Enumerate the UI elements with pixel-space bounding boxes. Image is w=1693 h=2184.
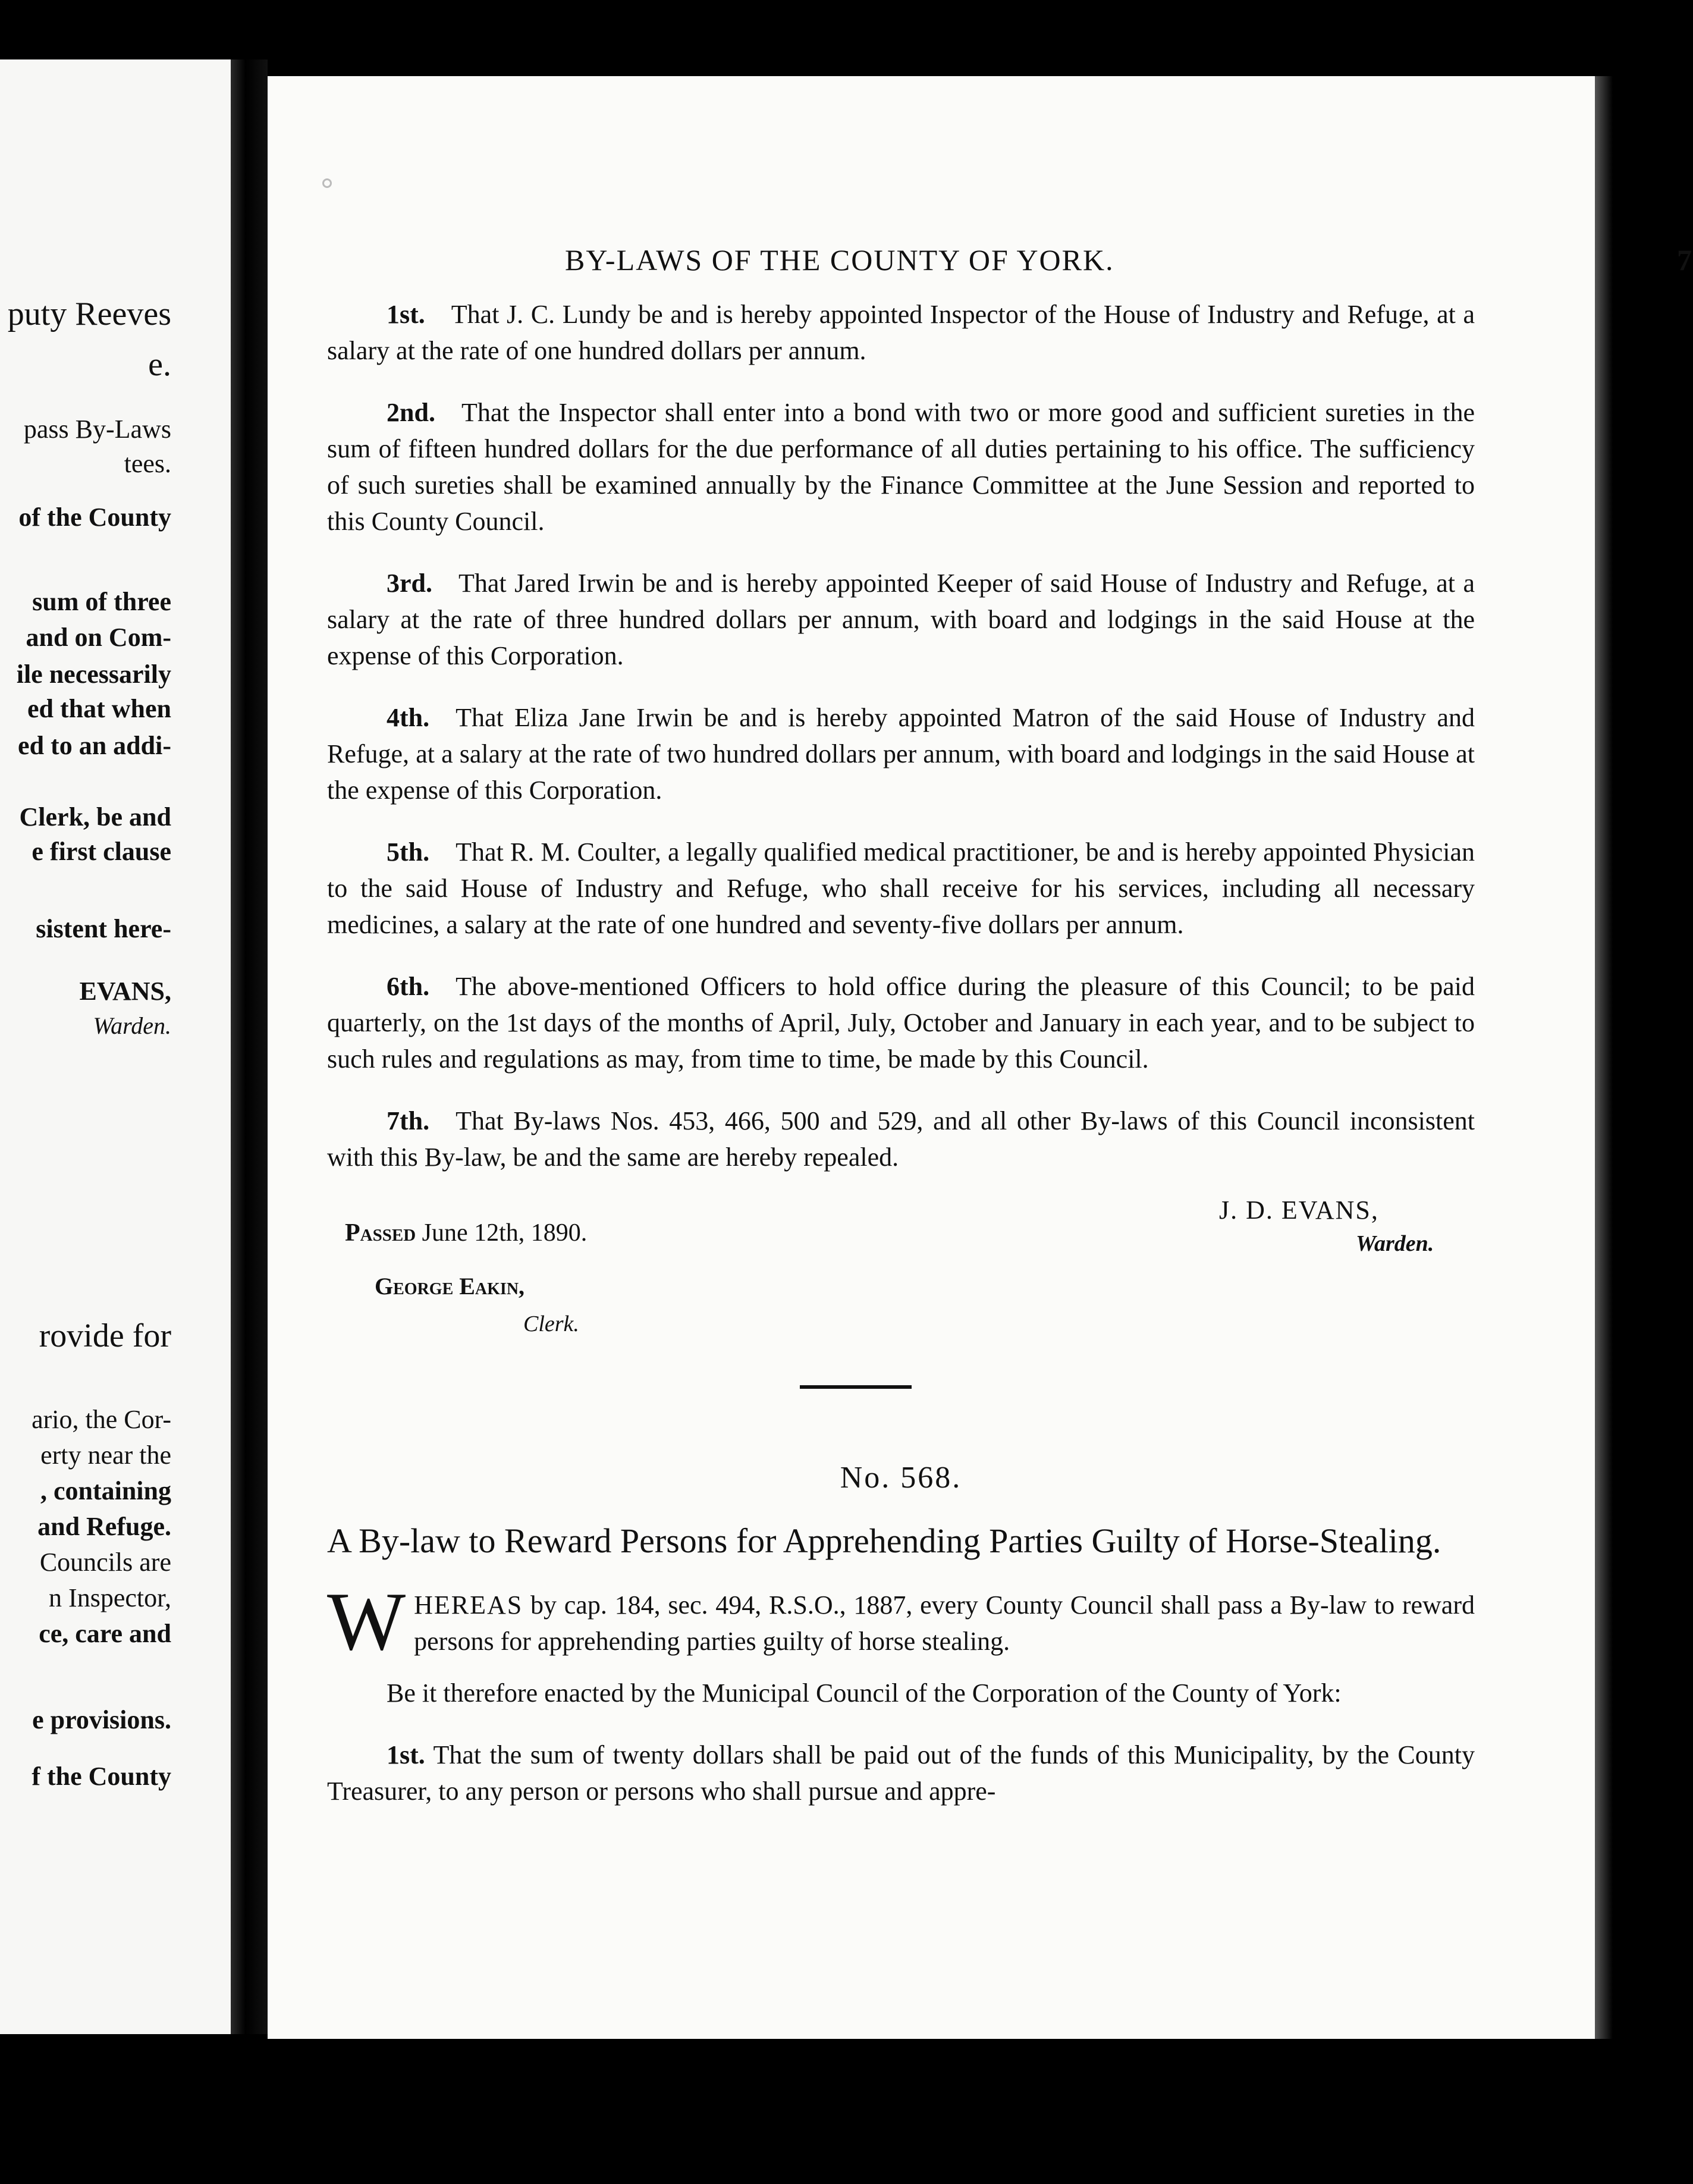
- clause-text: That Jared Irwin be and is hereby appointed Keeper of said House of Industry and Refuge, at a salary at the rate of three hundred dollars per annum, with board and lodgings in the said House at the expense of this Corporation.: [327, 569, 1475, 670]
- warden-title: Warden.: [1356, 1231, 1434, 1256]
- bylaw-number: No. 568.: [840, 1461, 962, 1495]
- warden-name: J. D. EVANS,: [1219, 1195, 1379, 1225]
- left-page-text-fragment: and Refuge.: [37, 1512, 171, 1541]
- clause-number: 7th.: [387, 1106, 430, 1135]
- left-page-text-fragment: e first clause: [32, 837, 171, 866]
- page-edge-shadow: [1595, 76, 1613, 2039]
- clause-text: The above-mentioned Officers to hold office during the pleasure of this Council; to be paid quarterly, on the 1st days of the months of April, July, October and January in each year, and to be subject to such rules and regulations as may, from time to time, be made by this Council.: [327, 972, 1475, 1074]
- left-page-text-fragment: ile necessarily: [16, 660, 171, 689]
- clause-text: That Eliza Jane Irwin be and is hereby appointed Matron of the said House of Industry and Refuge, at a salary at the rate of two hundred dollars per annum, with board and lodgings in the said House at the expense of this Corporation.: [327, 703, 1475, 805]
- clause-list: [327, 296, 1475, 1175]
- clause-text: That the Inspector shall enter into a bond with two or more good and sufficient sureties in the sum of fifteen hundred dollars for the due performance of all duties pertaining to his office. The sufficiency of such sureties shall be examined annually by the Finance Committee at the June Session and reported to this County Council.: [327, 398, 1475, 536]
- clause-number: 5th.: [387, 837, 430, 867]
- left-page-text-fragment: sum of three: [32, 587, 171, 616]
- left-page-text-fragment: of the County: [18, 503, 171, 532]
- signature-block: [327, 1195, 1475, 1336]
- passed-line: [345, 1219, 587, 1247]
- clause-5: [327, 834, 1475, 943]
- clause-number: 6th.: [387, 972, 430, 1001]
- whereas-lead: HEREAS: [414, 1590, 523, 1620]
- clause-7: [327, 1103, 1475, 1175]
- clause-6: [327, 968, 1475, 1077]
- clause-text: That the sum of twenty dollars shall be paid out of the funds of this Municipality, by the County Treasurer, to any person or persons who shall pursue and appre-: [327, 1740, 1475, 1806]
- left-page-text-fragment: ed to an addi-: [18, 731, 171, 760]
- left-page-text-fragment: ed that when: [27, 694, 171, 723]
- clause-text: That J. C. Lundy be and is hereby appointed Inspector of the House of Industry and Refuge, at a salary at the rate of one hundred dollars per annum.: [327, 300, 1475, 365]
- clause-4: [327, 699, 1475, 808]
- document-page: [268, 76, 1693, 2039]
- left-page-text-fragment: ce, care and: [39, 1619, 171, 1648]
- page-body: [327, 296, 1475, 1835]
- clause-text: That R. M. Coulter, a legally qualified medical practitioner, be and is hereby appointed Physician to the said House of Industry and Refuge, who shall receive for his services, including all necessary medicines, a salary at the rate of one hundred and seventy-five dollars per annum.: [327, 837, 1475, 939]
- clause-3: [327, 565, 1475, 674]
- left-page-text-fragment: EVANS,: [79, 977, 171, 1006]
- clause-2: [327, 394, 1475, 539]
- clause-number: 3rd.: [387, 569, 432, 598]
- section-divider: [800, 1385, 912, 1389]
- page-gutter: [231, 59, 268, 2034]
- clerk-title: Clerk.: [523, 1311, 579, 1336]
- drop-cap: W: [327, 1576, 406, 1668]
- passed-label: Passed: [345, 1219, 416, 1247]
- left-page-text-fragment: ario, the Cor-: [32, 1405, 171, 1434]
- clause-text: That By-laws Nos. 453, 466, 500 and 529, and all other By-laws of this Council inconsistent with this By-law, be and the same are hereby repealed.: [327, 1106, 1475, 1172]
- enacting-clause-text: Be it therefore enacted by the Municipal Council of the Corporation of the County of York:: [387, 1678, 1342, 1708]
- whereas-paragraph: [327, 1576, 1475, 1668]
- clause-number: 4th.: [387, 703, 430, 732]
- bylaw-568-clause-1: [327, 1737, 1475, 1809]
- running-title: BY-LAWS OF THE COUNTY OF YORK.: [565, 243, 1114, 277]
- left-page-text-fragment: and on Com-: [26, 623, 171, 652]
- passed-date: June 12th, 1890.: [422, 1219, 588, 1247]
- clause-1: [327, 296, 1475, 369]
- clause-number: 1st.: [387, 1740, 425, 1769]
- left-page-text-fragment: Warden.: [93, 1012, 171, 1039]
- left-page-text-fragment: e.: [148, 346, 171, 383]
- enacting-clause: [327, 1675, 1475, 1711]
- left-page-text-fragment: puty Reeves: [7, 296, 171, 332]
- left-page-text-fragment: sistent here-: [36, 914, 171, 943]
- page-number: 7: [1677, 243, 1693, 277]
- clerk-name: George Eakin,: [375, 1273, 525, 1300]
- clause-number: 1st.: [387, 300, 425, 329]
- clause-number: 2nd.: [387, 398, 435, 427]
- left-page-text-fragment: f the County: [32, 1762, 171, 1791]
- left-page-text-fragment: pass By-Laws: [23, 415, 171, 444]
- left-page-text-fragment: e provisions.: [32, 1705, 171, 1734]
- left-page-text-fragment: n Inspector,: [49, 1583, 171, 1612]
- bylaw-title: A By-law to Reward Persons for Apprehending Parties Guilty of Horse-Stealing.: [327, 1521, 1441, 1560]
- left-page-text-fragment: erty near the: [40, 1441, 171, 1470]
- whereas-text: by cap. 184, sec. 494, R.S.O., 1887, every County Council shall pass a By-law to reward persons for apprehending parties guilty of horse stealing.: [414, 1590, 1475, 1656]
- left-page-text-fragment: tees.: [124, 449, 171, 478]
- paper-blemish: [322, 178, 332, 188]
- left-page-text-fragment: rovide for: [39, 1317, 171, 1354]
- left-page-text-fragment: Clerk, be and: [19, 802, 171, 831]
- left-page-text-fragment: Councils are: [39, 1548, 171, 1577]
- left-page-text-fragment: , containing: [40, 1476, 171, 1505]
- previous-page-fragment: [0, 59, 231, 2034]
